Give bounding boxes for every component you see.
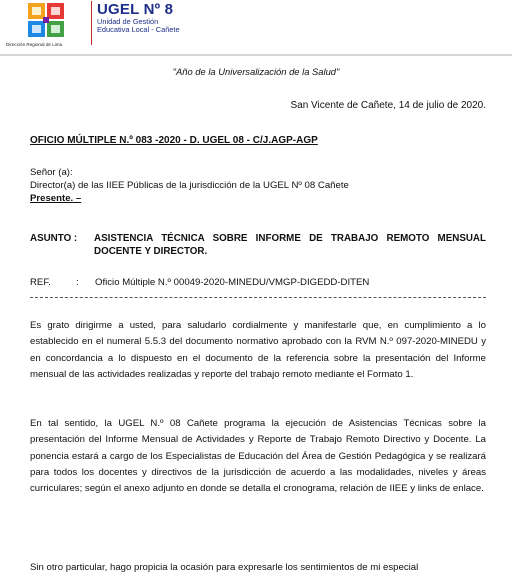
document-date: San Vicente de Cañete, 14 de julio de 2020. bbox=[290, 100, 486, 111]
presente-label: Presente. – bbox=[30, 193, 82, 204]
logo-caption: Dirección Regional de Lima bbox=[6, 42, 63, 47]
ugel-subtitle-line2: Educativa Local - Cañete bbox=[97, 25, 180, 35]
letterhead bbox=[0, 0, 512, 58]
salutation: Señor (a): bbox=[30, 167, 73, 178]
ugel-subtitle-line1: Unidad de Gestión bbox=[97, 17, 159, 26]
subject-label: ASUNTO : bbox=[30, 233, 78, 244]
recipient: Director(a) de las IIEE Públicas de la jurisdicción de la UGEL Nº 08 Cañete bbox=[30, 180, 349, 191]
dashed-separator bbox=[30, 297, 486, 298]
regional-logo bbox=[6, 3, 80, 51]
subject-text: ASISTENCIA TÉCNICA SOBRE INFORME DE TRABAJO REMOTO MENSUAL DOCENTE Y DIRECTOR. bbox=[94, 233, 486, 257]
year-motto: "Año de la Universalización de la Salud" bbox=[172, 66, 340, 77]
document-reference-number: OFICIO MÚLTIPLE N.º 083 -2020 - D. UGEL 08 - C/J.AGP-AGP bbox=[30, 135, 318, 146]
ugel-title: UGEL Nº 8 bbox=[97, 1, 174, 18]
reference-text: Oficio Múltiple N.º 00049-2020-MINEDU/VMGP-DIGEDD-DITEN bbox=[95, 277, 370, 288]
logo-divider bbox=[91, 1, 92, 45]
body-paragraph-3: Sin otro particular, hago propicia la ocasión para expresarle los sentimientos de mi especial bbox=[30, 562, 419, 572]
addressee-block bbox=[30, 166, 349, 205]
ugel-identity bbox=[97, 2, 180, 34]
reference-colon: : bbox=[76, 277, 79, 288]
header-divider bbox=[0, 54, 512, 56]
regional-emblem-icon bbox=[28, 3, 66, 39]
body-paragraph-1: Es grato dirigirme a usted, para saludarlo cordialmente y manifestarle que, en cumplimiento a lo establecido en el numeral 5.5.3 del documento normativo aprobado con la RVM N.º 097-2020-MINEDU y en concordancia a lo dispuesto en el documento de la referencia sobre la presentación del Informe mensual de las actividades realizadas y reporte del trabajo remoto mediante el Formato 1. bbox=[30, 320, 486, 380]
reference-label: REF. bbox=[30, 277, 51, 288]
body-paragraph-2: En tal sentido, la UGEL N.º 08 Cañete programa la ejecución de Asistencias Técnicas sobre la presentación del Informe Mensual de Actividades y Reporte de Trabajo Remoto Directivo y Docente. La ponencia estará a cargo de los Especialistas de Educación del Área de Gestión Pedagógica y se realizará para todos los docentes y directivos de la jurisdicción de acuerdo a las modalidades, niveles y áreas curriculares; según el anexo adjunto en donde se detalla el cronograma, relación de IIEE y links de enlace. bbox=[30, 418, 486, 495]
